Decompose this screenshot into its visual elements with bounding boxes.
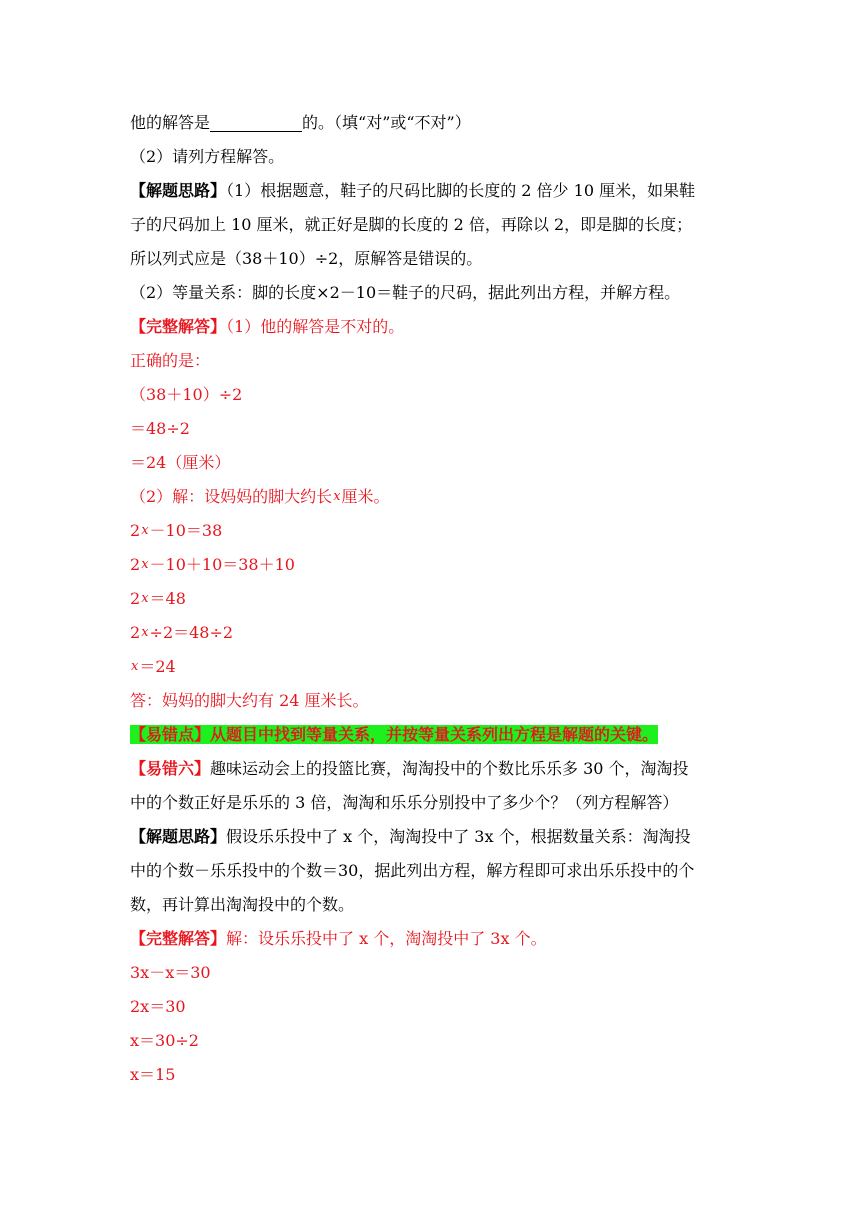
answer-step: x＝15 — [130, 1065, 176, 1084]
equation-part: －10＝38 — [149, 521, 223, 540]
text-line — [130, 752, 730, 786]
text-line — [130, 616, 730, 650]
answer-step: 正确的是： — [130, 351, 211, 370]
equation-part: ÷2＝48÷2 — [149, 623, 234, 642]
document-body — [130, 106, 730, 1092]
section-heading: 【解题思路】 — [130, 827, 227, 846]
problem-heading: 【易错六】 — [130, 759, 211, 778]
body-text: 数，再计算出淘淘投中的个数。 — [130, 895, 355, 914]
text-line — [130, 208, 730, 242]
text-line — [130, 480, 730, 514]
answer-heading: 【完整解答】 — [130, 929, 227, 948]
text-line — [130, 1058, 730, 1092]
body-text: 子的尺码加上 10 厘米，就正好是脚的长度的 2 倍，再除以 2，即是脚的长度； — [130, 215, 693, 234]
equation-part: ＝48 — [149, 589, 186, 608]
text-line — [130, 956, 730, 990]
text-line — [130, 786, 730, 820]
answer-step: 2x＝30 — [130, 997, 186, 1016]
equation-part: 2 — [130, 555, 141, 574]
text-line — [130, 174, 730, 208]
answer-step: x＝30÷2 — [130, 1031, 199, 1050]
question-text: 的。（填“对”或“不对”） — [302, 113, 471, 132]
text-line — [130, 820, 730, 854]
text-line — [130, 684, 730, 718]
text-line — [130, 854, 730, 888]
text-line — [130, 344, 730, 378]
answer-step: 答：妈妈的脚大约有 24 厘米长。 — [130, 691, 369, 710]
body-text: （2）请列方程解答。 — [130, 147, 285, 166]
equation-part: 2 — [130, 623, 141, 642]
answer-step: ＝48÷2 — [130, 419, 190, 438]
text-line — [130, 140, 730, 174]
text-line — [130, 242, 730, 276]
text-line — [130, 276, 730, 310]
body-text: 假设乐乐投中了 x 个，淘淘投中了 3x 个，根据数量关系：淘淘投 — [226, 827, 691, 846]
equation-variable: x — [333, 489, 341, 504]
equation-part: －10＋10＝38＋10 — [149, 555, 295, 574]
answer-step: （38＋10）÷2 — [130, 385, 243, 404]
text-line — [130, 378, 730, 412]
text-line — [130, 888, 730, 922]
text-line — [130, 412, 730, 446]
answer-text: （1）他的解答是不对的。 — [226, 317, 405, 336]
answer-step: ＝24（厘米） — [130, 453, 231, 472]
text-line — [130, 514, 730, 548]
equation-part: 2 — [130, 521, 141, 540]
problem-text: 趣味运动会上的投篮比赛，淘淘投中的个数比乐乐多 30 个，淘淘投 — [210, 759, 689, 778]
text-line — [130, 446, 730, 480]
equation-variable: x — [141, 557, 149, 572]
text-line — [130, 106, 730, 140]
text-line — [130, 922, 730, 956]
equation-part: ＝24 — [139, 657, 176, 676]
body-text: 所以列式应是（38＋10）÷2，原解答是错误的。 — [130, 249, 483, 268]
text-line — [130, 718, 730, 752]
text-line — [130, 990, 730, 1024]
text-line — [130, 582, 730, 616]
equation-variable: x — [141, 523, 149, 538]
equation-part: 厘米。 — [341, 487, 390, 506]
text-line — [130, 650, 730, 684]
body-text: （1）根据题意，鞋子的尺码比脚的长度的 2 倍少 10 厘米，如果鞋 — [226, 181, 696, 200]
section-heading: 【解题思路】 — [130, 181, 227, 200]
text-line — [130, 1024, 730, 1058]
equation-variable: x — [141, 625, 149, 640]
text-line — [130, 548, 730, 582]
answer-heading: 【完整解答】 — [130, 317, 227, 336]
answer-step: 3x－x＝30 — [130, 963, 211, 982]
body-text: （2）等量关系：脚的长度×2－10＝鞋子的尺码，据此列出方程，并解方程。 — [130, 283, 681, 302]
body-text: 中的个数－乐乐投中的个数＝30，据此列出方程，解方程即可求出乐乐投中的个 — [130, 861, 695, 880]
equation-part: （2）解：设妈妈的脚大约长 — [130, 487, 333, 506]
text-line — [130, 310, 730, 344]
answer-text: 解：设乐乐投中了 x 个，淘淘投中了 3x 个。 — [226, 929, 547, 948]
equation-variable: x — [131, 659, 139, 674]
equation-variable: x — [141, 591, 149, 606]
answer-blank — [210, 111, 302, 132]
equation-part: 2 — [130, 589, 141, 608]
body-text: 中的个数正好是乐乐的 3 倍，淘淘和乐乐分别投中了多少个？（列方程解答） — [130, 793, 679, 812]
question-text: 他的解答是 — [130, 113, 211, 132]
key-point-highlight: 【易错点】从题目中找到等量关系，并按等量关系列出方程是解题的关键。 — [130, 725, 659, 744]
